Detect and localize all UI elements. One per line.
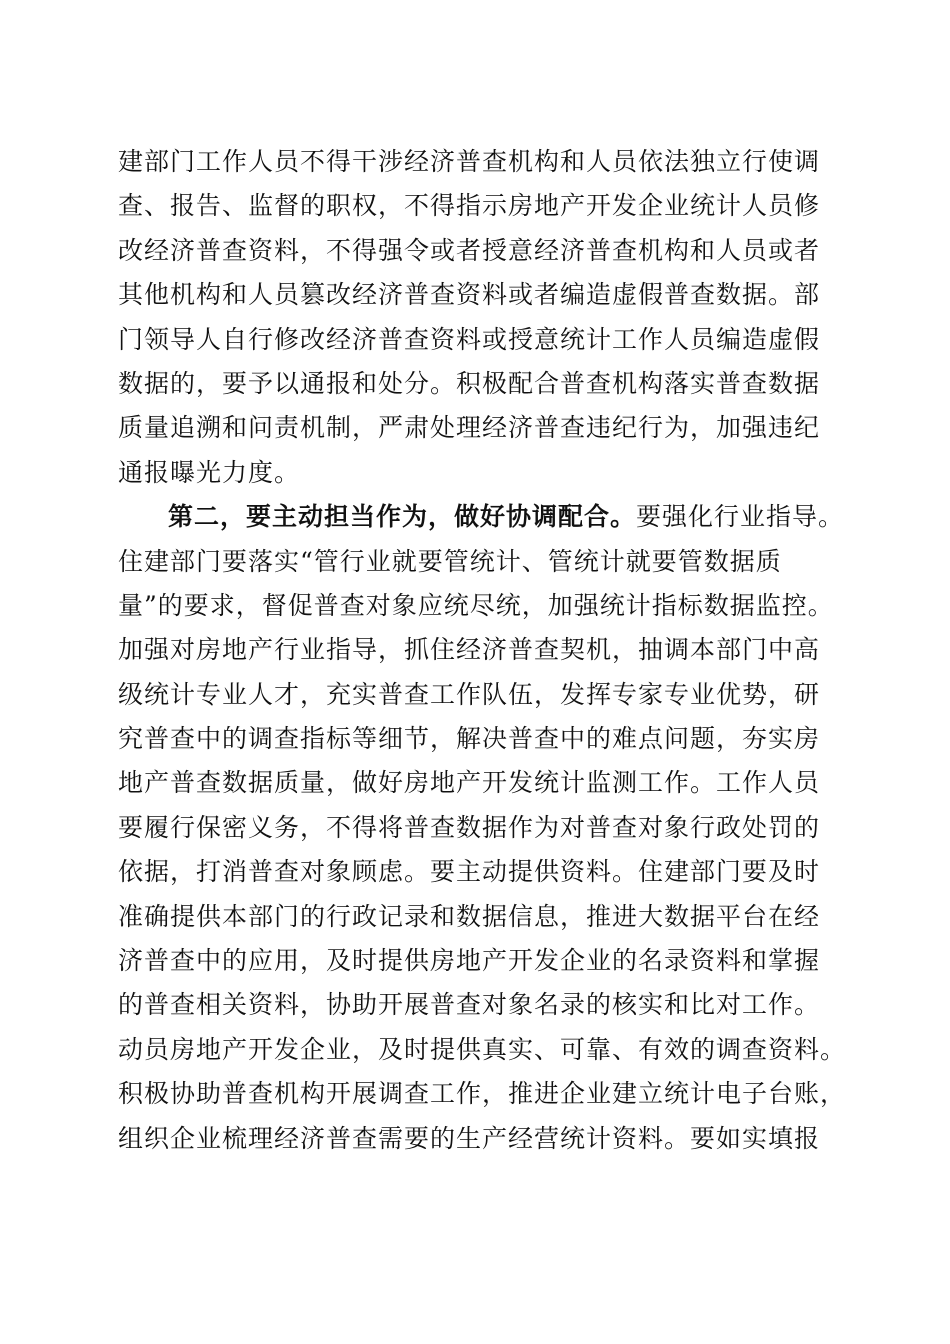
- paragraph-2-line-7: 地产普查数据质量，做好房地产开发统计监测工作。工作人员: [118, 768, 821, 798]
- paragraph-2-line-4: 加强对房地产行业指导，抓住经济普查契机，抽调本部门中高: [118, 635, 821, 665]
- paragraph-1-line-2: 查、报告、监督的职权，不得指示房地产开发企业统计人员修: [118, 191, 821, 221]
- paragraph-2-line-2: 住建部门要落实“管行业就要管统计、管统计就要管数据质: [118, 546, 782, 576]
- paragraph-1-line-1: 建部门工作人员不得干涉经济普查机构和人员依法独立行使调: [118, 147, 821, 176]
- paragraph-2-first-line: [118, 495, 845, 539]
- paragraph-2-heading: 第二，要主动担当作为，做好协调配合。: [168, 502, 637, 532]
- paragraph-2-line-6: 究普查中的调查指标等细节，解决普查中的难点问题，夯实房: [118, 724, 821, 754]
- paragraph-2-line-10: 准确提供本部门的行政记录和数据信息，推进大数据平台在经: [118, 901, 821, 931]
- paragraph-1-line-5: 门领导人自行修改经济普查资料或授意统计工作人员编造虚假: [118, 324, 821, 354]
- paragraph-2-line-5: 级统计专业人才，充实普查工作队伍，发挥专家专业优势，研: [118, 679, 821, 709]
- paragraph-2-line-9: 依据，打消普查对象顾虑。要主动提供资料。住建部门要及时: [118, 857, 821, 887]
- paragraph-2-line-14: 积极协助普查机构开展调查工作，推进企业建立统计电子台账，: [118, 1079, 847, 1109]
- paragraph-1-line-7: 质量追溯和问责机制，严肃处理经济普查违纪行为，加强违纪: [118, 413, 821, 443]
- paragraph-1-line-4: 其他机构和人员篡改经济普查资料或者编造虚假普查数据。部: [118, 280, 821, 310]
- paragraph-1-line-6: 数据的，要予以通报和处分。积极配合普查机构落实普查数据: [118, 368, 821, 398]
- paragraph-1-line-8: 通报曝光力度。: [118, 457, 301, 487]
- paragraph-2-line-15: 组织企业梳理经济普查需要的生产经营统计资料。要如实填报: [118, 1123, 821, 1153]
- paragraph-2-line-13: 动员房地产开发企业，及时提供真实、可靠、有效的调查资料。: [118, 1034, 847, 1064]
- paragraph-2-line-8: 要履行保密义务，不得将普查数据作为对普查对象行政处罚的: [118, 812, 821, 842]
- paragraph-2-line-3: 量”的要求，督促普查对象应统尽统，加强统计指标数据监控。: [118, 590, 834, 620]
- paragraph-2-first-line-rest: 要强化行业指导。: [636, 502, 845, 532]
- paragraph-1-line-3: 改经济普查资料，不得强令或者授意经济普查机构和人员或者: [118, 235, 821, 265]
- document-body: [118, 140, 847, 1161]
- paragraph-2-line-11: 济普查中的应用，及时提供房地产开发企业的名录资料和掌握: [118, 946, 821, 976]
- paragraph-2-line-12: 的普查相关资料，协助开展普查对象名录的核实和比对工作。: [118, 990, 821, 1020]
